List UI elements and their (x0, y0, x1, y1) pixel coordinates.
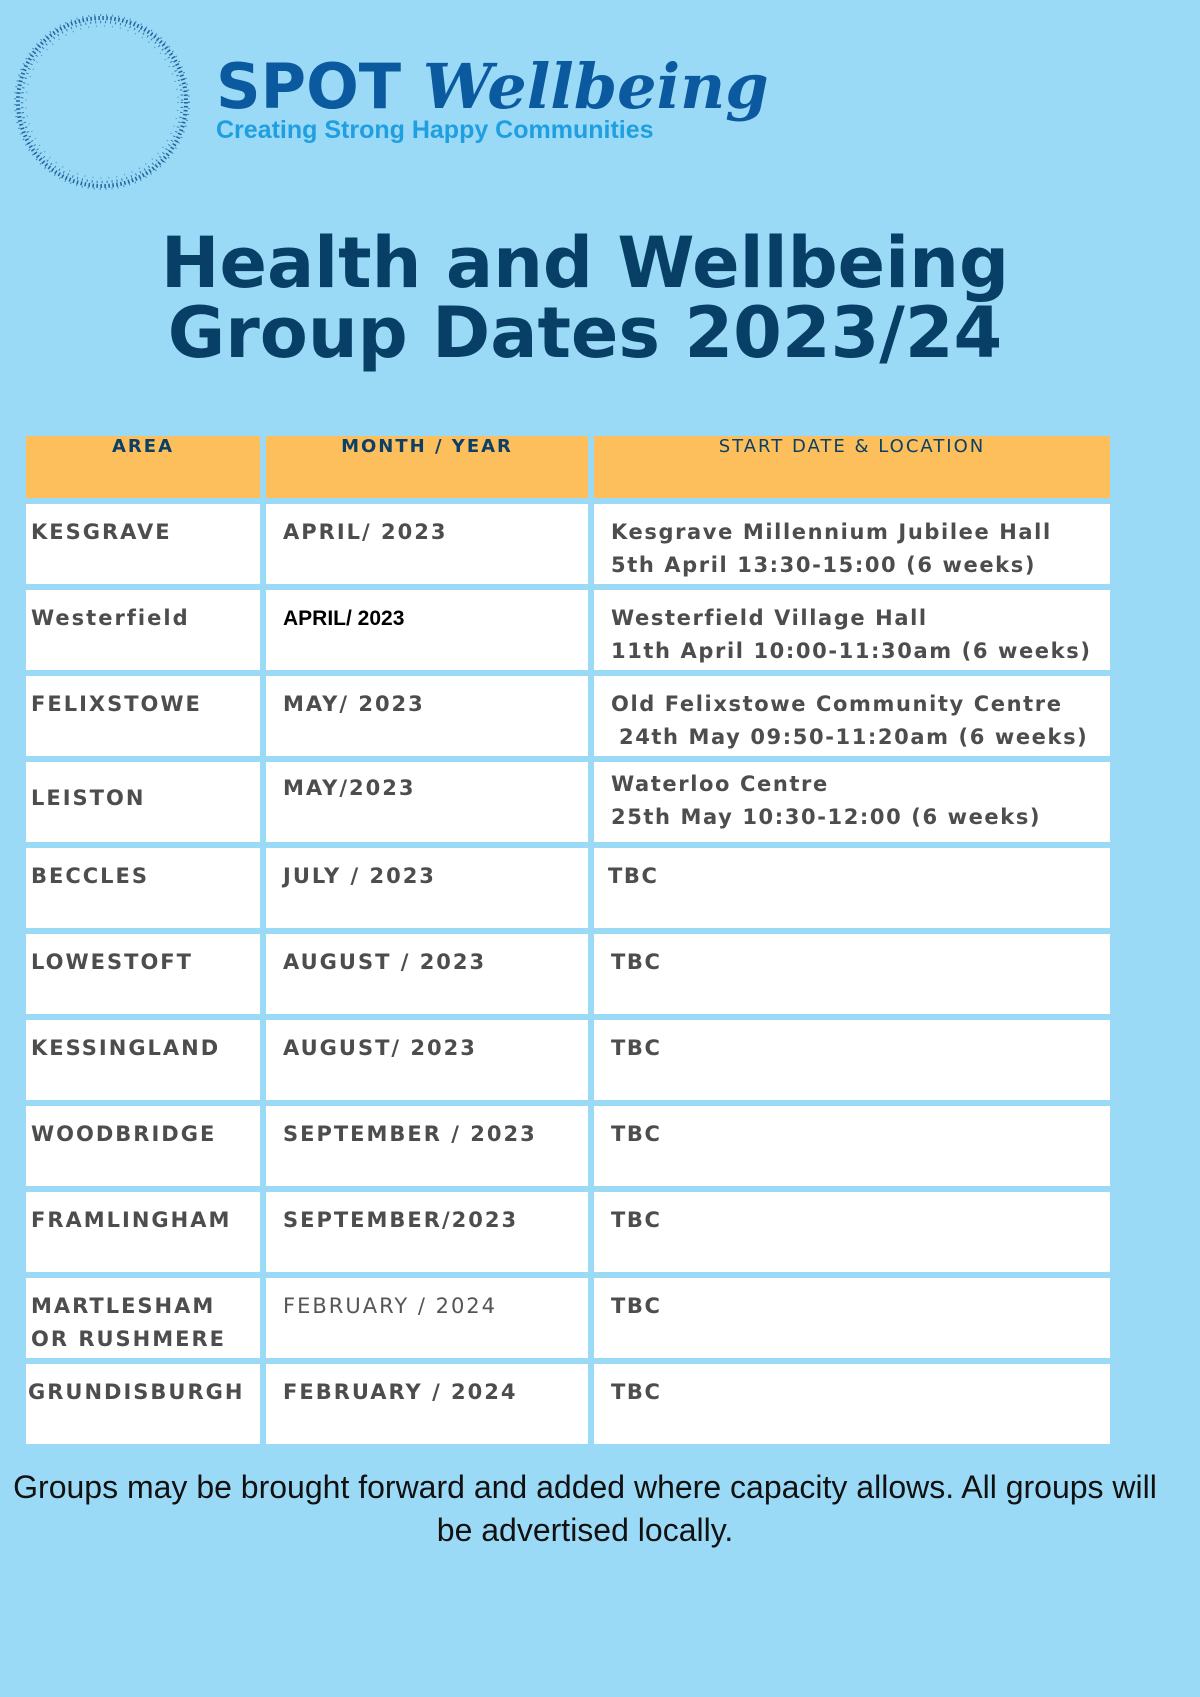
table-row (26, 848, 1110, 928)
cell-month (266, 1106, 588, 1186)
details-text: 24th May 09:50-11:20am (6 weeks) (619, 725, 1089, 749)
area-text: MARTLESHAM (31, 1294, 216, 1318)
cell-month (266, 848, 588, 928)
details-text: 5th April 13:30-15:00 (6 weeks) (611, 553, 1037, 577)
cell-location (594, 590, 1110, 670)
location-text: TBC (611, 1380, 662, 1404)
cell-location (594, 1192, 1110, 1272)
area-text: FRAMLINGHAM (31, 1208, 232, 1232)
location-text: TBC (611, 950, 662, 974)
area-text: LEISTON (31, 786, 146, 810)
cell-area (26, 762, 260, 842)
cell-location (594, 762, 1110, 842)
cell-location (594, 676, 1110, 756)
logo-ring-icon (12, 12, 192, 192)
location-text: TBC (611, 1208, 662, 1232)
brand-name (216, 52, 769, 122)
table-row (26, 1278, 1110, 1358)
month-text: FEBRUARY / 2024 (283, 1294, 498, 1318)
page-title-line1: Health and Wellbeing (160, 222, 1010, 304)
month-text: APRIL/ 2023 (283, 520, 448, 544)
cell-area (26, 1106, 260, 1186)
header-area: AREA (26, 436, 260, 498)
month-text: APRIL/ 2023 (283, 607, 405, 630)
table-row (26, 590, 1110, 670)
area-text: KESGRAVE (31, 520, 172, 544)
cell-location (594, 1106, 1110, 1186)
brand-name-part1: SPOT (216, 50, 402, 123)
details-text: 11th April 10:00-11:30am (6 weeks) (611, 639, 1092, 663)
header-start-date-location: START DATE & LOCATION (594, 436, 1110, 498)
cell-area (26, 934, 260, 1014)
location-text: TBC (608, 864, 659, 888)
table-row (26, 762, 1110, 842)
cell-area (26, 590, 260, 670)
details-text: 25th May 10:30-12:00 (6 weeks) (611, 805, 1042, 829)
cell-month (266, 1192, 588, 1272)
cell-area (26, 1278, 260, 1358)
footnote: Groups may be brought forward and added where capacity allows. All groups will be advertised locally. (13, 1469, 1157, 1548)
brand-name-part2: Wellbeing (422, 50, 769, 123)
cell-location (594, 1364, 1110, 1444)
month-text: SEPTEMBER/2023 (283, 1208, 519, 1232)
table-row (26, 1364, 1110, 1444)
cell-location (594, 1278, 1110, 1358)
table-row (26, 504, 1110, 584)
month-text: MAY/2023 (283, 776, 416, 800)
cell-area (26, 1364, 260, 1444)
cell-location (594, 934, 1110, 1014)
location-text: Waterloo Centre (611, 772, 829, 796)
area-text: WOODBRIDGE (31, 1122, 217, 1146)
header-month-year: MONTH / YEAR (266, 436, 588, 498)
month-text: AUGUST / 2023 (283, 950, 487, 974)
area-text: GRUNDISBURGH (28, 1380, 245, 1404)
area-text-line2: OR RUSHMERE (31, 1327, 227, 1351)
page-title (0, 222, 1170, 374)
cell-month (266, 504, 588, 584)
cell-area (26, 1020, 260, 1100)
cell-month (266, 1278, 588, 1358)
location-text: Kesgrave Millennium Jubilee Hall (611, 520, 1052, 544)
cell-area (26, 504, 260, 584)
month-text: MAY/ 2023 (283, 692, 425, 716)
brand-block (216, 52, 769, 145)
cell-month (266, 934, 588, 1014)
page-title-line2: Group Dates 2023/24 (167, 292, 1003, 374)
cell-area (26, 848, 260, 928)
cell-month (266, 676, 588, 756)
cell-month (266, 1020, 588, 1100)
cell-month (266, 1364, 588, 1444)
area-text: KESSINGLAND (31, 1036, 221, 1060)
cell-area (26, 1192, 260, 1272)
cell-location (594, 1020, 1110, 1100)
table-row (26, 676, 1110, 756)
cell-area (26, 676, 260, 756)
area-text: BECCLES (31, 864, 150, 888)
cell-location (594, 848, 1110, 928)
table-header-row (26, 436, 1110, 498)
month-text: AUGUST/ 2023 (283, 1036, 477, 1060)
schedule-table (20, 430, 1116, 1450)
table-row (26, 934, 1110, 1014)
month-text: FEBRUARY / 2024 (283, 1380, 518, 1404)
table-row (26, 1192, 1110, 1272)
area-text: LOWESTOFT (31, 950, 193, 974)
table-row (26, 1020, 1110, 1100)
month-text: JULY / 2023 (283, 864, 436, 888)
cell-month (266, 590, 588, 670)
cell-location (594, 504, 1110, 584)
location-text: TBC (611, 1294, 662, 1318)
month-text: SEPTEMBER / 2023 (283, 1122, 537, 1146)
location-text: Old Felixstowe Community Centre (611, 692, 1063, 716)
area-text: Westerfield (31, 606, 190, 630)
area-text: FELIXSTOWE (31, 692, 202, 716)
location-text: Westerfield Village Hall (611, 606, 928, 630)
brand-tagline: Creating Strong Happy Communities (216, 116, 654, 144)
location-text: TBC (611, 1122, 662, 1146)
table-row (26, 1106, 1110, 1186)
location-text: TBC (611, 1036, 662, 1060)
cell-month (266, 762, 588, 842)
